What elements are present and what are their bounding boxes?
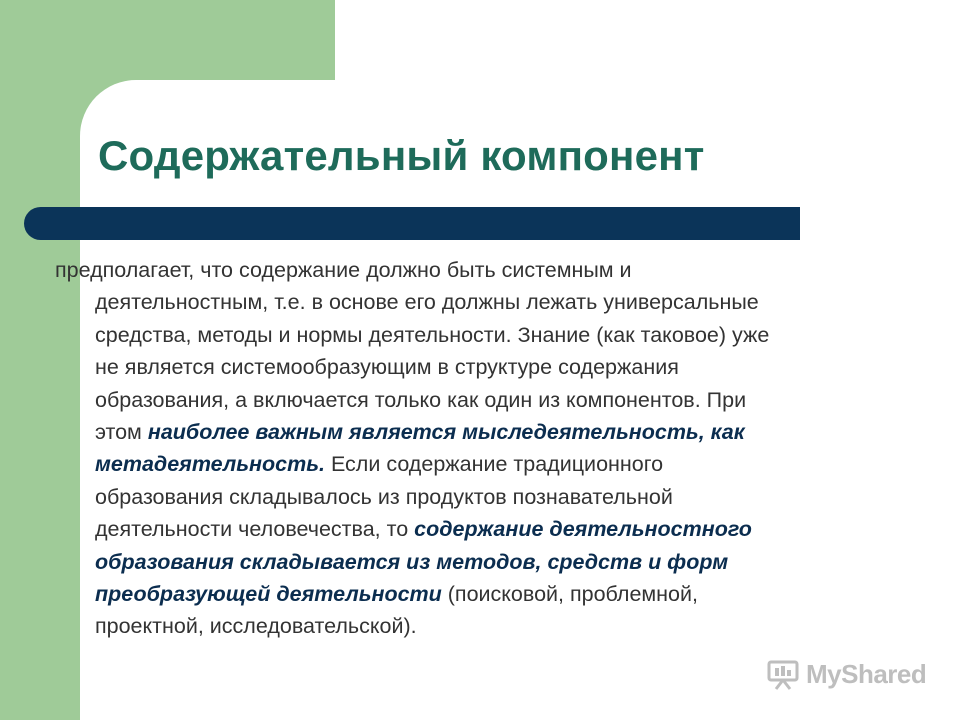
body-text-run: деятельности человечества, то xyxy=(95,517,415,542)
body-line xyxy=(55,286,935,318)
slide-body-text xyxy=(55,254,935,643)
emphasized-text: метадеятельность. xyxy=(95,452,325,477)
body-text-run: средства, методы и нормы деятельности. Знание (как таковое) уже xyxy=(95,322,770,347)
watermark-text: MyShared xyxy=(806,658,927,689)
body-line xyxy=(55,610,935,642)
body-text-run: Если содержание традиционного xyxy=(324,452,664,477)
slide-title: Содержательный компонент xyxy=(98,132,705,179)
body-line xyxy=(55,351,935,383)
body-text-run: (поисковой, проблемной, xyxy=(441,582,698,607)
body-text-run: не является системообразующим в структуре содержания xyxy=(95,355,679,380)
body-line xyxy=(55,319,935,351)
watermark xyxy=(766,656,926,692)
body-line xyxy=(55,448,935,480)
body-line xyxy=(55,513,935,545)
body-line xyxy=(55,254,935,286)
body-text-run: предполагает, что содержание должно быть системным и xyxy=(55,258,632,282)
body-line xyxy=(55,384,935,416)
emphasized-text: преобразующей деятельности xyxy=(95,582,442,607)
body-text-run: образования, а включается только как один из компонентов. При xyxy=(95,387,747,412)
title-underline-bar xyxy=(24,207,800,240)
body-line xyxy=(55,481,935,513)
body-text-run: проектной, исследовательской). xyxy=(95,614,417,639)
body-text-run: образования складывалось из продуктов познавательной xyxy=(95,484,673,509)
body-text-run: деятельностным, т.е. в основе его должны лежать универсальные xyxy=(95,290,759,315)
body-text-run: этом xyxy=(95,420,148,445)
emphasized-text: содержание деятельностного xyxy=(414,517,752,542)
body-line xyxy=(55,578,935,610)
body-line xyxy=(55,416,935,448)
emphasized-text: наиболее важным является мыследеятельность, как xyxy=(147,420,745,445)
body-line xyxy=(55,546,935,578)
emphasized-text: образования складывается из методов, средств и форм xyxy=(95,549,729,574)
presentation-board-icon xyxy=(766,658,800,690)
